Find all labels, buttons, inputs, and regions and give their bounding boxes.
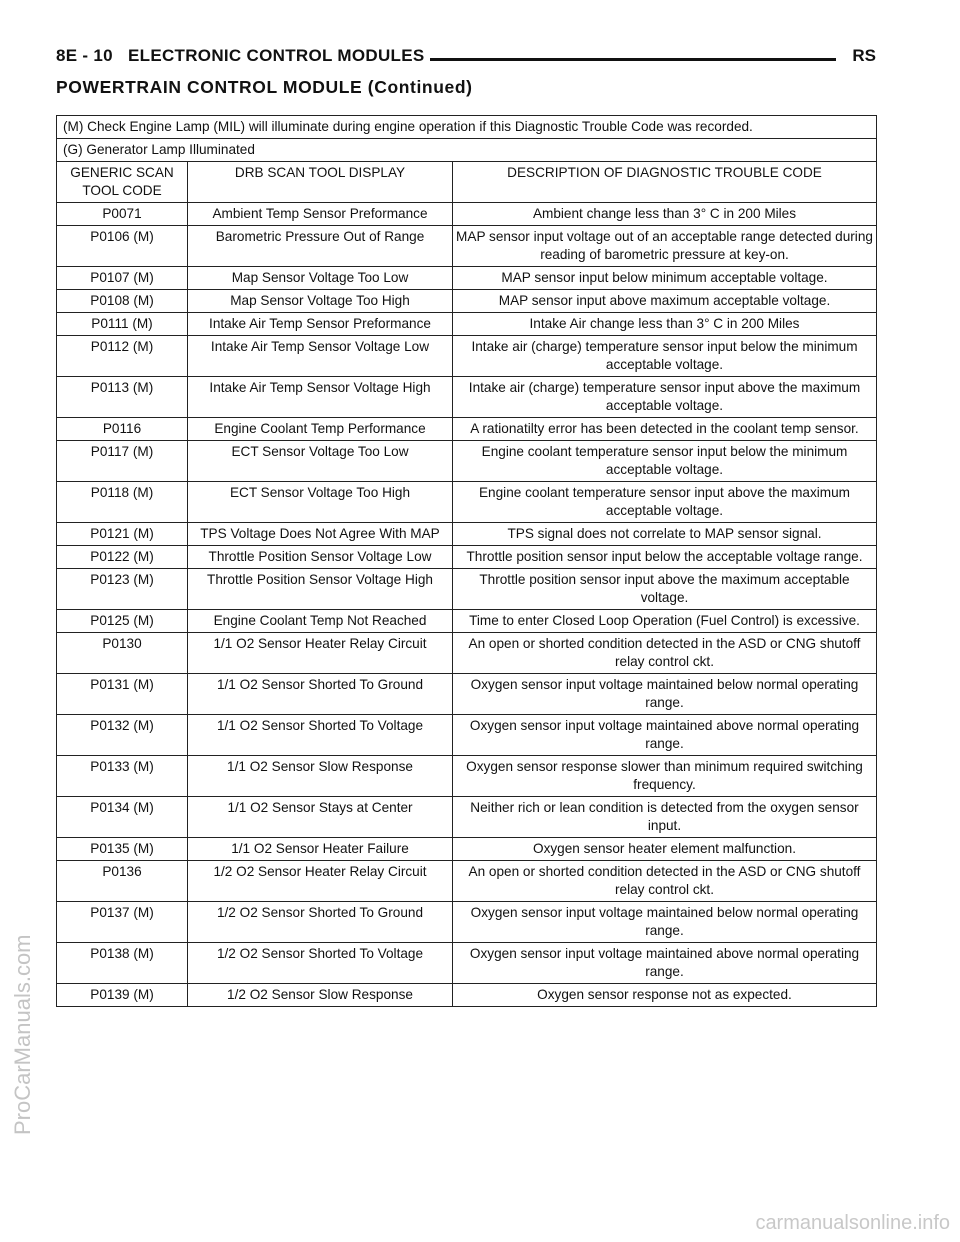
description-cell: MAP sensor input voltage out of an acceptable range detected during reading of barometric pressure at key-on. [453,226,877,267]
note-row [57,116,877,139]
drb-display-cell: 1/1 O2 Sensor Heater Failure [188,838,453,861]
table-row [57,943,877,984]
dtc-code-cell: P0118 (M) [57,482,188,523]
note-row [57,139,877,162]
dtc-code-cell: P0122 (M) [57,546,188,569]
description-cell: TPS signal does not correlate to MAP sensor signal. [453,523,877,546]
table-row [57,861,877,902]
description-cell: Oxygen sensor input voltage maintained above normal operating range. [453,715,877,756]
table-row [57,674,877,715]
table-row [57,313,877,336]
table-row [57,984,877,1007]
column-header-description: DESCRIPTION OF DIAGNOSTIC TROUBLE CODE [453,162,877,203]
dtc-code-cell: P0135 (M) [57,838,188,861]
dtc-code-cell: P0108 (M) [57,290,188,313]
dtc-code-cell: P0121 (M) [57,523,188,546]
table-row [57,226,877,267]
dtc-code-cell: P0116 [57,418,188,441]
table-row [57,523,877,546]
table-row [57,482,877,523]
note-generator: (G) Generator Lamp Illuminated [57,139,877,162]
watermark-bottom: carmanualsonline.info [755,1212,950,1234]
dtc-code-cell: P0134 (M) [57,797,188,838]
description-cell: Oxygen sensor response slower than minimum required switching frequency. [453,756,877,797]
table-row [57,715,877,756]
drb-display-cell: Ambient Temp Sensor Preformance [188,203,453,226]
drb-display-cell: 1/1 O2 Sensor Stays at Center [188,797,453,838]
dtc-code-cell: P0132 (M) [57,715,188,756]
description-cell: Ambient change less than 3° C in 200 Miles [453,203,877,226]
drb-display-cell: ECT Sensor Voltage Too Low [188,441,453,482]
drb-display-cell: 1/2 O2 Sensor Slow Response [188,984,453,1007]
page-ref: 8E - 10 [56,46,113,65]
description-cell: Engine coolant temperature sensor input above the maximum acceptable voltage. [453,482,877,523]
drb-display-cell: Throttle Position Sensor Voltage High [188,569,453,610]
description-cell: An open or shorted condition detected in the ASD or CNG shutoff relay control ckt. [453,861,877,902]
page-header [56,46,876,70]
description-cell: A rationatilty error has been detected in the coolant temp sensor. [453,418,877,441]
dtc-code-cell: P0139 (M) [57,984,188,1007]
description-cell: MAP sensor input below minimum acceptable voltage. [453,267,877,290]
table-row [57,418,877,441]
dtc-code-cell: P0107 (M) [57,267,188,290]
watermark-side: ProCarManuals.com [10,934,35,1135]
drb-display-cell: 1/1 O2 Sensor Shorted To Voltage [188,715,453,756]
description-cell: An open or shorted condition detected in the ASD or CNG shutoff relay control ckt. [453,633,877,674]
table-row [57,797,877,838]
table-row [57,377,877,418]
dtc-code-cell: P0113 (M) [57,377,188,418]
dtc-code-cell: P0112 (M) [57,336,188,377]
description-cell: Neither rich or lean condition is detected from the oxygen sensor input. [453,797,877,838]
drb-display-cell: Map Sensor Voltage Too Low [188,267,453,290]
dtc-code-cell: P0131 (M) [57,674,188,715]
table-header-row [57,162,877,203]
description-cell: Time to enter Closed Loop Operation (Fuel Control) is excessive. [453,610,877,633]
description-cell: Throttle position sensor input below the acceptable voltage range. [453,546,877,569]
drb-display-cell: Engine Coolant Temp Not Reached [188,610,453,633]
description-cell: Throttle position sensor input above the maximum acceptable voltage. [453,569,877,610]
table-row [57,290,877,313]
drb-display-cell: 1/2 O2 Sensor Shorted To Voltage [188,943,453,984]
drb-display-cell: 1/2 O2 Sensor Heater Relay Circuit [188,861,453,902]
dtc-code-cell: P0133 (M) [57,756,188,797]
description-cell: Oxygen sensor heater element malfunction. [453,838,877,861]
description-cell: Intake air (charge) temperature sensor input above the maximum acceptable voltage. [453,377,877,418]
table-row [57,610,877,633]
description-cell: Oxygen sensor input voltage maintained below normal operating range. [453,902,877,943]
dtc-code-cell: P0137 (M) [57,902,188,943]
column-header-code: GENERIC SCAN TOOL CODE [57,162,188,203]
description-cell: Intake air (charge) temperature sensor input below the minimum acceptable voltage. [453,336,877,377]
description-cell: Engine coolant temperature sensor input below the minimum acceptable voltage. [453,441,877,482]
description-cell: Oxygen sensor input voltage maintained above normal operating range. [453,943,877,984]
dtc-table [56,115,877,1007]
note-mil: (M) Check Engine Lamp (MIL) will illuminate during engine operation if this Diagnostic Trouble Code was recorded. [57,116,877,139]
drb-display-cell: TPS Voltage Does Not Agree With MAP [188,523,453,546]
section-name: ELECTRONIC CONTROL MODULES [128,46,425,65]
dtc-code-cell: P0111 (M) [57,313,188,336]
drb-display-cell: 1/1 O2 Sensor Shorted To Ground [188,674,453,715]
drb-display-cell: Intake Air Temp Sensor Preformance [188,313,453,336]
drb-display-cell: Intake Air Temp Sensor Voltage High [188,377,453,418]
vehicle-code: RS [846,46,876,66]
table-row [57,633,877,674]
dtc-code-cell: P0125 (M) [57,610,188,633]
drb-display-cell: Engine Coolant Temp Performance [188,418,453,441]
description-cell: MAP sensor input above maximum acceptable voltage. [453,290,877,313]
drb-display-cell: 1/1 O2 Sensor Heater Relay Circuit [188,633,453,674]
dtc-code-cell: P0138 (M) [57,943,188,984]
table-row [57,902,877,943]
table-row [57,441,877,482]
table-row [57,267,877,290]
drb-display-cell: 1/2 O2 Sensor Shorted To Ground [188,902,453,943]
drb-display-cell: Intake Air Temp Sensor Voltage Low [188,336,453,377]
dtc-code-cell: P0117 (M) [57,441,188,482]
table-row [57,203,877,226]
dtc-code-cell: P0071 [57,203,188,226]
drb-display-cell: Barometric Pressure Out of Range [188,226,453,267]
description-cell: Intake Air change less than 3° C in 200 Miles [453,313,877,336]
table-row [57,756,877,797]
description-cell: Oxygen sensor input voltage maintained below normal operating range. [453,674,877,715]
table-row [57,569,877,610]
description-cell: Oxygen sensor response not as expected. [453,984,877,1007]
dtc-code-cell: P0130 [57,633,188,674]
dtc-code-cell: P0106 (M) [57,226,188,267]
header-left [56,46,430,66]
table-row [57,838,877,861]
table-row [57,336,877,377]
drb-display-cell: ECT Sensor Voltage Too High [188,482,453,523]
dtc-code-cell: P0123 (M) [57,569,188,610]
drb-display-cell: 1/1 O2 Sensor Slow Response [188,756,453,797]
table-row [57,546,877,569]
drb-display-cell: Map Sensor Voltage Too High [188,290,453,313]
column-header-display: DRB SCAN TOOL DISPLAY [188,162,453,203]
dtc-code-cell: P0136 [57,861,188,902]
section-title: POWERTRAIN CONTROL MODULE (Continued) [56,77,473,97]
drb-display-cell: Throttle Position Sensor Voltage Low [188,546,453,569]
